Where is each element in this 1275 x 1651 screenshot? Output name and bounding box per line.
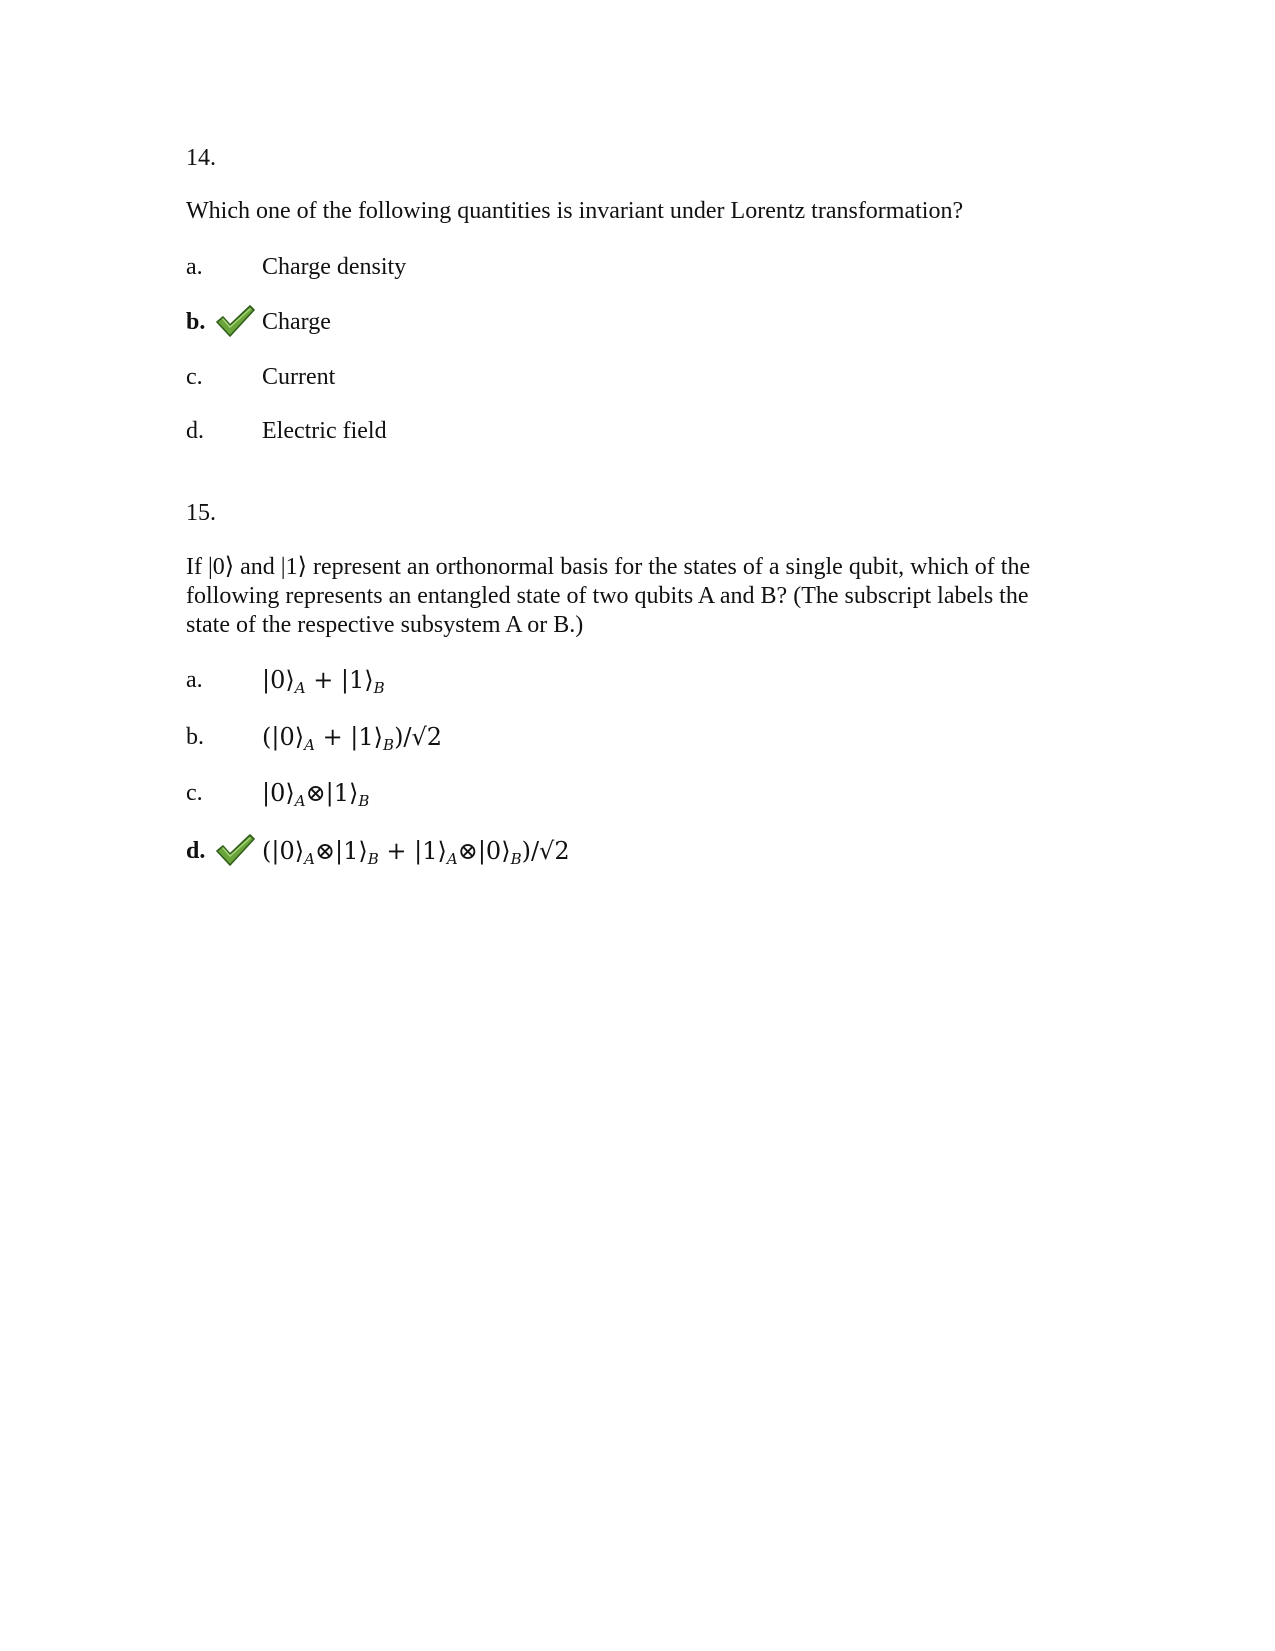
question-15-option-c [186, 776, 886, 810]
option-text: Current [262, 364, 336, 390]
question-14-option-c [186, 360, 886, 394]
question-15-option-a [186, 663, 886, 697]
option-math: ($|0⟩_A\otimes|1⟩_B$ + $|1⟩_A\otimes|0⟩_B)/√2$ [262, 837, 570, 868]
question-14-number: 14. [186, 145, 216, 171]
question-15-option-d [186, 834, 886, 868]
question-15-option-b [186, 720, 886, 754]
option-text: Electric field [262, 418, 387, 444]
option-letter: c. [186, 780, 203, 806]
question-14-prompt: Which one of the following quantities is invariant under Lorentz transformation? [186, 198, 964, 224]
option-letter: a. [186, 667, 203, 693]
option-letter: b. [186, 724, 204, 750]
question-14-option-a [186, 250, 886, 284]
prompt-line: state of the respective subsystem A or B.) [186, 612, 584, 638]
option-math: $|0⟩_A$ + $|1⟩_B$ [262, 666, 385, 697]
option-letter: a. [186, 254, 203, 280]
option-letter: c. [186, 364, 203, 390]
option-letter: d. [186, 418, 204, 444]
prompt-line: If |0⟩ and |1⟩ represent an orthonormal basis for the states of a single qubit, which of the [186, 554, 1031, 580]
option-text: Charge density [262, 254, 407, 280]
option-text: Charge [262, 309, 331, 335]
question-14-option-d [186, 414, 886, 448]
check-mark-icon [214, 832, 256, 868]
option-letter: d. [186, 838, 206, 864]
question-14-option-b [186, 305, 886, 339]
question-15-number: 15. [186, 500, 216, 526]
question-15-prompt [186, 553, 1086, 640]
prompt-line: following represents an entangled state of two qubits A and B? (The subscript labels the [186, 583, 1029, 609]
check-mark-icon [214, 303, 256, 339]
option-math: ($|0⟩_A$ + $|1⟩_B)/√2$ [262, 723, 443, 754]
option-math: $|0⟩_A\otimes|1⟩_B$ [262, 779, 370, 810]
option-letter: b. [186, 309, 206, 335]
